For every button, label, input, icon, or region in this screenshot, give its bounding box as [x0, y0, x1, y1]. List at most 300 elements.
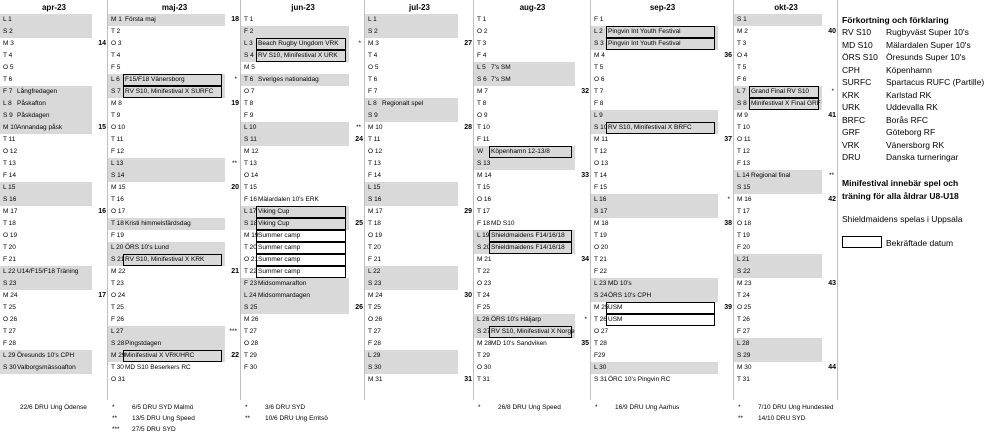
day-row[interactable] — [474, 302, 575, 314]
legend-text: Öresunds Super 10's — [886, 52, 966, 62]
day-row[interactable] — [474, 146, 575, 158]
day-row[interactable] — [365, 314, 458, 326]
day-row[interactable] — [241, 26, 349, 38]
month-header: apr-23 — [41, 3, 66, 12]
day-row[interactable] — [474, 182, 575, 194]
day-row[interactable] — [591, 218, 718, 230]
day-row[interactable] — [241, 218, 349, 230]
day-row[interactable] — [108, 374, 225, 386]
day-row[interactable] — [474, 326, 575, 338]
day-row[interactable] — [0, 338, 92, 350]
day-row[interactable] — [108, 170, 225, 182]
day-row[interactable] — [365, 302, 458, 314]
day-row[interactable] — [241, 230, 349, 242]
day-row[interactable] — [108, 218, 225, 230]
day-row[interactable] — [734, 182, 822, 194]
day-label: S 9 — [3, 112, 13, 119]
day-label: M 23 — [737, 280, 752, 287]
day-row[interactable] — [241, 14, 349, 26]
day-row[interactable] — [365, 326, 458, 338]
day-row[interactable] — [591, 98, 718, 110]
day-label: F 16 — [244, 196, 258, 203]
week-number: 39 — [724, 304, 732, 311]
day-label: T 15 — [244, 184, 257, 191]
day-row[interactable] — [734, 158, 822, 170]
day-row[interactable] — [365, 218, 458, 230]
day-row[interactable] — [0, 26, 92, 38]
day-row[interactable] — [241, 38, 361, 50]
day-row[interactable] — [0, 326, 92, 338]
legend-abbr: VRK — [842, 139, 860, 150]
day-label: M 25 — [594, 304, 609, 311]
day-row[interactable] — [241, 86, 349, 98]
event-label: Grand Final RV S10 — [751, 88, 810, 95]
day-row[interactable] — [0, 230, 92, 242]
day-row[interactable] — [0, 86, 92, 98]
event-label: MD S10 Beserkers RC — [125, 364, 191, 371]
day-row[interactable] — [591, 326, 718, 338]
day-row[interactable] — [591, 122, 718, 134]
day-row[interactable] — [474, 170, 575, 182]
day-label: T 10 — [477, 124, 490, 131]
day-row[interactable] — [241, 170, 349, 182]
day-row[interactable] — [734, 170, 834, 182]
day-row[interactable] — [734, 110, 822, 122]
day-label: L 2 — [594, 28, 603, 35]
day-row[interactable] — [734, 86, 834, 98]
day-label: T 18 — [3, 220, 16, 227]
day-row[interactable] — [474, 242, 575, 254]
day-row[interactable] — [365, 254, 458, 266]
day-row[interactable] — [365, 182, 458, 194]
day-row[interactable] — [108, 182, 225, 194]
day-label: M 31 — [368, 376, 383, 383]
day-row[interactable] — [474, 86, 575, 98]
day-row[interactable] — [365, 146, 458, 158]
day-row[interactable] — [241, 326, 349, 338]
day-row[interactable] — [108, 206, 225, 218]
day-row[interactable] — [734, 218, 822, 230]
day-label: T 19 — [737, 232, 750, 239]
day-row[interactable] — [0, 110, 92, 122]
event-box — [123, 86, 222, 98]
day-row[interactable] — [591, 374, 718, 386]
day-label: T 30 — [111, 364, 124, 371]
legend-abbr: URK — [842, 102, 860, 112]
day-row[interactable] — [0, 98, 92, 110]
day-row[interactable] — [365, 86, 458, 98]
day-label: F 27 — [737, 328, 751, 335]
day-row[interactable] — [474, 134, 575, 146]
day-row[interactable] — [241, 278, 349, 290]
day-row[interactable] — [734, 302, 822, 314]
day-row[interactable] — [591, 38, 718, 50]
day-label: S 3 — [594, 40, 604, 47]
week-number: 17 — [98, 292, 106, 299]
day-row[interactable] — [108, 266, 225, 278]
day-row[interactable] — [591, 290, 718, 302]
day-row[interactable] — [365, 350, 458, 362]
day-row[interactable] — [0, 134, 92, 146]
week-number: 22 — [231, 352, 239, 359]
day-row[interactable] — [108, 242, 225, 254]
day-row[interactable] — [591, 62, 718, 74]
day-label: S 18 — [244, 220, 258, 227]
day-row[interactable] — [108, 134, 225, 146]
day-row[interactable] — [591, 242, 718, 254]
event-label: Pingvin Int Youth Festival — [608, 28, 681, 35]
day-row[interactable] — [474, 230, 575, 242]
day-label: L 29 — [3, 352, 16, 359]
day-row[interactable] — [108, 110, 225, 122]
day-row[interactable] — [734, 278, 822, 290]
day-row[interactable] — [0, 158, 92, 170]
week-number: 36 — [724, 52, 732, 59]
day-label: T 11 — [3, 136, 16, 143]
day-label: M 9 — [737, 112, 748, 119]
day-row[interactable] — [734, 230, 822, 242]
day-row[interactable] — [591, 350, 718, 362]
day-row[interactable] — [365, 290, 458, 302]
day-label: F 4 — [477, 52, 487, 59]
day-row[interactable] — [108, 302, 225, 314]
day-row[interactable] — [474, 374, 575, 386]
day-row[interactable] — [365, 50, 458, 62]
day-row[interactable] — [241, 350, 349, 362]
day-row[interactable] — [0, 170, 92, 182]
day-row[interactable] — [0, 350, 92, 362]
day-row[interactable] — [365, 362, 458, 374]
day-row[interactable] — [474, 350, 575, 362]
day-row[interactable] — [734, 206, 822, 218]
day-row[interactable] — [108, 74, 237, 86]
event-label: Pingstdagen — [125, 340, 162, 347]
day-row[interactable] — [241, 98, 349, 110]
day-row[interactable] — [734, 98, 822, 110]
day-label: L 28 — [737, 340, 750, 347]
day-row[interactable] — [474, 362, 575, 374]
day-row[interactable] — [0, 206, 92, 218]
event-label: RV S10, Minifestival X SURFC — [125, 88, 214, 95]
day-row[interactable] — [365, 122, 458, 134]
day-label: L 22 — [3, 268, 16, 275]
day-label: L 3 — [244, 40, 253, 47]
day-row[interactable] — [365, 74, 458, 86]
day-row[interactable] — [474, 74, 575, 86]
legend-abbr: ÖRS S10 — [842, 52, 878, 62]
day-row[interactable] — [365, 14, 458, 26]
day-row[interactable] — [365, 170, 458, 182]
day-row[interactable] — [108, 314, 225, 326]
day-row[interactable] — [734, 38, 822, 50]
day-row[interactable] — [734, 266, 822, 278]
day-row[interactable] — [734, 242, 822, 254]
day-label: F 1 — [594, 16, 604, 23]
day-row[interactable] — [0, 362, 92, 374]
day-row[interactable] — [108, 50, 225, 62]
day-row[interactable] — [474, 14, 575, 26]
day-label: M 2 — [737, 28, 748, 35]
day-row[interactable] — [0, 314, 92, 326]
day-row[interactable] — [0, 38, 92, 50]
day-row[interactable] — [241, 134, 349, 146]
day-row[interactable] — [474, 50, 575, 62]
day-row[interactable] — [591, 134, 718, 146]
day-row[interactable] — [108, 254, 225, 266]
day-label: F 11 — [477, 136, 490, 143]
day-row[interactable] — [734, 74, 822, 86]
day-row[interactable] — [0, 182, 92, 194]
day-row[interactable] — [734, 254, 822, 266]
day-row[interactable] — [108, 362, 225, 374]
day-row[interactable] — [591, 50, 718, 62]
day-row[interactable] — [365, 230, 458, 242]
day-row[interactable] — [591, 146, 718, 158]
day-row[interactable] — [365, 110, 458, 122]
day-row[interactable] — [474, 254, 575, 266]
day-label: O 16 — [477, 196, 492, 203]
day-row[interactable] — [734, 122, 822, 134]
day-label: M 17 — [3, 208, 18, 215]
day-label: L 1 — [3, 16, 12, 23]
day-row[interactable] — [591, 338, 718, 350]
day-row[interactable] — [734, 50, 822, 62]
day-row[interactable] — [474, 218, 575, 230]
event-label: Långfredagen — [17, 88, 58, 95]
day-row[interactable] — [591, 14, 718, 26]
day-row[interactable] — [241, 338, 349, 350]
day-row[interactable] — [108, 62, 225, 74]
day-label: T 25 — [111, 304, 124, 311]
day-row[interactable] — [591, 194, 730, 206]
day-label: S 17 — [594, 208, 608, 215]
day-row[interactable] — [734, 338, 822, 350]
day-row[interactable] — [108, 38, 225, 50]
day-label: L 8 — [368, 100, 377, 107]
day-label: T 20 — [368, 244, 381, 251]
day-row[interactable] — [474, 314, 587, 326]
day-row[interactable] — [241, 182, 349, 194]
day-row[interactable] — [0, 122, 92, 134]
day-row[interactable] — [241, 302, 349, 314]
day-row[interactable] — [474, 194, 575, 206]
day-row[interactable] — [241, 254, 349, 266]
day-row[interactable] — [241, 206, 349, 218]
legend-text: Vänersborg RK — [886, 139, 945, 150]
day-row[interactable] — [241, 314, 349, 326]
day-row[interactable] — [734, 14, 822, 26]
footnote-mark: ** — [738, 415, 744, 422]
day-row[interactable] — [241, 122, 361, 134]
day-row[interactable] — [241, 194, 349, 206]
day-row[interactable] — [591, 170, 718, 182]
day-row[interactable] — [241, 266, 349, 278]
day-row[interactable] — [241, 242, 349, 254]
day-row[interactable] — [591, 278, 718, 290]
day-row[interactable] — [734, 350, 822, 362]
day-row[interactable] — [0, 14, 92, 26]
day-row[interactable] — [474, 158, 575, 170]
day-label: T 29 — [477, 352, 490, 359]
event-label: Köpenhamn 12-13/8 — [491, 148, 550, 155]
day-label: L 9 — [594, 112, 603, 119]
day-label: T 25 — [368, 304, 381, 311]
day-label: F 12 — [111, 148, 125, 155]
day-row[interactable] — [241, 290, 349, 302]
day-row[interactable] — [734, 362, 822, 374]
day-row[interactable] — [591, 110, 718, 122]
day-row[interactable] — [591, 302, 718, 314]
day-row[interactable] — [241, 62, 349, 74]
day-row[interactable] — [474, 110, 575, 122]
day-label: T 28 — [594, 340, 607, 347]
day-row[interactable] — [734, 146, 822, 158]
day-row[interactable] — [108, 146, 225, 158]
day-row[interactable] — [241, 158, 349, 170]
day-row[interactable] — [365, 242, 458, 254]
day-row[interactable] — [241, 74, 349, 86]
day-row[interactable] — [734, 26, 822, 38]
day-row[interactable] — [591, 86, 718, 98]
day-row[interactable] — [474, 26, 575, 38]
legend-abbr: CPH — [842, 64, 860, 75]
day-label: F 13 — [737, 160, 751, 167]
day-row[interactable] — [734, 326, 822, 338]
day-row[interactable] — [591, 206, 718, 218]
day-row[interactable] — [591, 314, 718, 326]
day-row[interactable] — [474, 290, 575, 302]
day-row[interactable] — [108, 290, 225, 302]
day-row[interactable] — [0, 266, 92, 278]
day-row[interactable] — [0, 146, 92, 158]
event-label: Regionalt spel — [382, 100, 424, 107]
event-label: Minifestival X Final GRF — [751, 100, 821, 107]
day-row[interactable] — [365, 266, 458, 278]
day-row[interactable] — [108, 122, 225, 134]
day-row[interactable] — [108, 158, 237, 170]
day-row[interactable] — [734, 62, 822, 74]
day-row[interactable] — [474, 62, 575, 74]
week-number: 14 — [98, 40, 106, 47]
event-box — [256, 38, 346, 50]
day-row[interactable] — [365, 38, 458, 50]
day-row[interactable] — [241, 146, 349, 158]
day-row[interactable] — [0, 254, 92, 266]
day-row[interactable] — [365, 134, 458, 146]
day-row[interactable] — [365, 26, 458, 38]
day-row[interactable] — [734, 314, 822, 326]
day-row[interactable] — [474, 266, 575, 278]
day-row[interactable] — [0, 50, 92, 62]
event-label: Påskdagen — [17, 112, 50, 119]
day-row[interactable] — [365, 158, 458, 170]
day-label: O 3 — [111, 40, 122, 47]
day-label: T 8 — [477, 100, 487, 107]
event-box — [489, 230, 572, 242]
day-row[interactable] — [365, 278, 458, 290]
day-row[interactable] — [0, 62, 92, 74]
day-row[interactable] — [0, 278, 92, 290]
day-row[interactable] — [591, 182, 718, 194]
day-row[interactable] — [474, 122, 575, 134]
day-row[interactable] — [108, 326, 237, 338]
day-row[interactable] — [365, 194, 458, 206]
day-row[interactable] — [734, 194, 822, 206]
day-row[interactable] — [591, 158, 718, 170]
day-row[interactable] — [0, 242, 92, 254]
day-row[interactable] — [734, 134, 822, 146]
day-row[interactable] — [0, 290, 92, 302]
day-row[interactable] — [365, 98, 458, 110]
day-label: L 15 — [3, 184, 16, 191]
day-label: O 24 — [111, 292, 126, 299]
day-row[interactable] — [365, 62, 458, 74]
day-row[interactable] — [591, 254, 718, 266]
day-row[interactable] — [474, 338, 575, 350]
day-row[interactable] — [241, 362, 349, 374]
day-row[interactable] — [474, 98, 575, 110]
day-row[interactable] — [108, 26, 225, 38]
day-row[interactable] — [0, 302, 92, 314]
day-row[interactable] — [365, 206, 458, 218]
day-label: F 22 — [594, 268, 608, 275]
footnote-mark: * — [595, 404, 598, 411]
day-label: L 17 — [244, 208, 257, 215]
day-row[interactable] — [108, 230, 225, 242]
day-row[interactable] — [108, 278, 225, 290]
day-row[interactable] — [108, 86, 225, 98]
day-row[interactable] — [734, 290, 822, 302]
day-row[interactable] — [591, 26, 718, 38]
day-row[interactable] — [0, 218, 92, 230]
day-label: S 11 — [244, 136, 257, 143]
day-label: L 5 — [477, 64, 486, 71]
day-row[interactable] — [474, 38, 575, 50]
day-row[interactable] — [0, 74, 92, 86]
day-label: T 19 — [594, 232, 607, 239]
day-row[interactable] — [591, 74, 718, 86]
event-box — [606, 314, 715, 326]
day-row[interactable] — [108, 14, 225, 26]
day-row[interactable] — [108, 338, 225, 350]
day-label: L 29 — [368, 352, 381, 359]
day-row[interactable] — [474, 206, 575, 218]
day-label: T 29 — [244, 352, 257, 359]
day-row[interactable] — [734, 374, 822, 386]
day-label: F 28 — [3, 340, 17, 347]
day-label: T 10 — [737, 124, 750, 131]
day-row[interactable] — [591, 362, 718, 374]
day-row[interactable] — [108, 98, 225, 110]
day-row[interactable] — [241, 110, 349, 122]
day-row[interactable] — [474, 278, 575, 290]
day-label: L 30 — [594, 364, 607, 371]
day-row[interactable] — [0, 194, 92, 206]
day-row[interactable] — [365, 338, 458, 350]
day-label: M 18 — [594, 220, 609, 227]
day-label: F 25 — [477, 304, 491, 311]
day-label: T 6 — [244, 76, 254, 83]
day-label: T 16 — [111, 196, 124, 203]
day-row[interactable] — [241, 50, 349, 62]
day-row[interactable] — [108, 350, 225, 362]
day-row[interactable] — [365, 374, 458, 386]
day-label: S 20 — [477, 244, 491, 251]
day-row[interactable] — [591, 230, 718, 242]
day-row[interactable] — [591, 266, 718, 278]
event-label: ÖRS 10's Häljarp — [491, 316, 542, 323]
day-row[interactable] — [108, 194, 225, 206]
